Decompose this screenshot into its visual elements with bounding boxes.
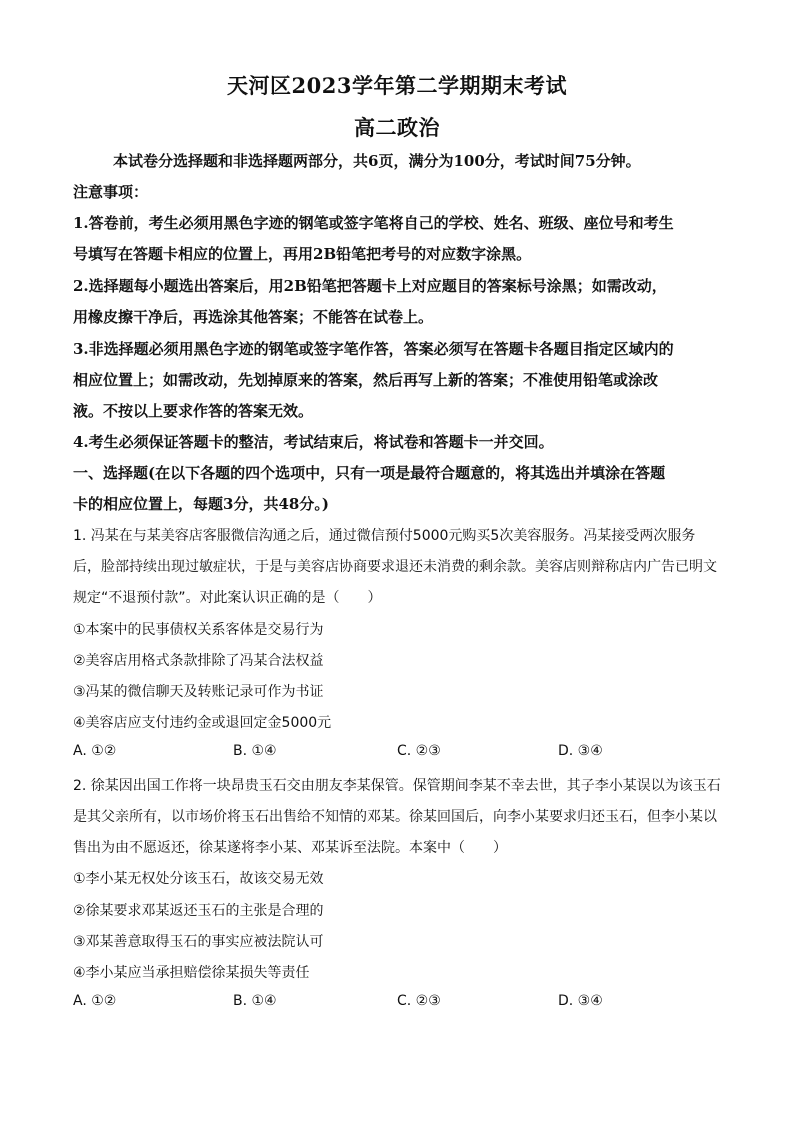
notice-line: 3.非选择题必须用黑色字迹的钢笔或签字笔作答，答案必须写在答题卡各题目指定区域内的: [73, 340, 674, 358]
question-1-statement: ①本案中的民事债权关系客体是交易行为: [73, 622, 324, 638]
question-2-stem: 售出为由不愿返还，徐某遂将李小某、邓某诉至法院。本案中（ ）: [73, 840, 507, 856]
section-heading: 卡的相应位置上，每题3分，共48分。): [73, 495, 329, 513]
notice-line: 1.答卷前，考生必须用黑色字迹的钢笔或签字笔将自己的学校、姓名、班级、座位号和考生: [73, 214, 674, 232]
question-1-stem: 1. 冯某在与某美容店客服微信沟通之后，通过微信预付5000元购买5次美容服务。冯某接受两次服务: [73, 528, 696, 544]
question-2-statement: ①李小某无权处分该玉石，故该交易无效: [73, 871, 324, 887]
exam-title: 天河区2023学年第二学期期末考试: [227, 73, 567, 98]
question-1-option-d[interactable]: D. ③④: [558, 743, 603, 759]
question-2-option-c[interactable]: C. ②③: [397, 993, 441, 1009]
section-heading: 一、选择题(在以下各题的四个选项中，只有一项是最符合题意的，将其选出并填涂在答题: [73, 464, 666, 482]
question-2-statement: ④李小某应当承担赔偿徐某损失等责任: [73, 965, 310, 981]
question-2-statement: ②徐某要求邓某返还玉石的主张是合理的: [73, 903, 324, 919]
exam-subject: 高二政治: [354, 115, 440, 140]
notice-line: 相应位置上；如需改动，先划掉原来的答案，然后再写上新的答案；不准使用铅笔或涂改: [73, 371, 659, 389]
question-2-statement: ③邓某善意取得玉石的事实应被法院认可: [73, 934, 324, 950]
question-1-option-a[interactable]: A. ①②: [73, 743, 117, 759]
notice-heading: 注意事项：: [73, 183, 149, 201]
question-2-stem: 2. 徐某因出国工作将一块昂贵玉石交由朋友李某保管。保管期间李某不幸去世，其子李小某误以为该玉石: [73, 778, 721, 794]
question-1-option-b[interactable]: B. ①④: [233, 743, 277, 759]
notice-line: 液。不按以上要求作答的答案无效。: [73, 402, 314, 420]
question-1-option-c[interactable]: C. ②③: [397, 743, 441, 759]
question-2-option-b[interactable]: B. ①④: [233, 993, 277, 1009]
notice-line: 用橡皮擦干净后，再选涂其他答案；不能答在试卷上。: [73, 308, 434, 326]
notice-line: 号填写在答题卡相应的位置上，再用2B铅笔把考号的对应数字涂黑。: [73, 245, 532, 263]
question-2-option-a[interactable]: A. ①②: [73, 993, 117, 1009]
question-2-stem: 是其父亲所有，以市场价将玉石出售给不知情的邓某。徐某回国后，向李小某要求归还玉石，但李小某以: [73, 809, 717, 825]
question-2-option-d[interactable]: D. ③④: [558, 993, 603, 1009]
question-1-statement: ②美容店用格式条款排除了冯某合法权益: [73, 653, 324, 669]
notice-line: 4.考生必须保证答题卡的整洁，考试结束后，将试卷和答题卡一并交回。: [73, 433, 554, 451]
notice-line: 2.选择题每小题选出答案后，用2B铅笔把答题卡上对应题目的答案标号涂黑；如需改动，: [73, 277, 667, 295]
question-1-statement: ④美容店应支付违约金或退回定金5000元: [73, 715, 332, 731]
question-1-stem: 后，脸部持续出现过敏症状，于是与美容店协商要求退还未消费的剩余款。美容店则辩称店内广告已明文: [73, 559, 717, 575]
exam-intro: 本试卷分选择题和非选择题两部分，共6页，满分为100分，考试时间75分钟。: [113, 152, 641, 170]
question-1-statement: ③冯某的微信聊天及转账记录可作为书证: [73, 684, 324, 700]
question-1-stem: 规定“不退预付款”。对此案认识正确的是（ ）: [73, 590, 382, 606]
